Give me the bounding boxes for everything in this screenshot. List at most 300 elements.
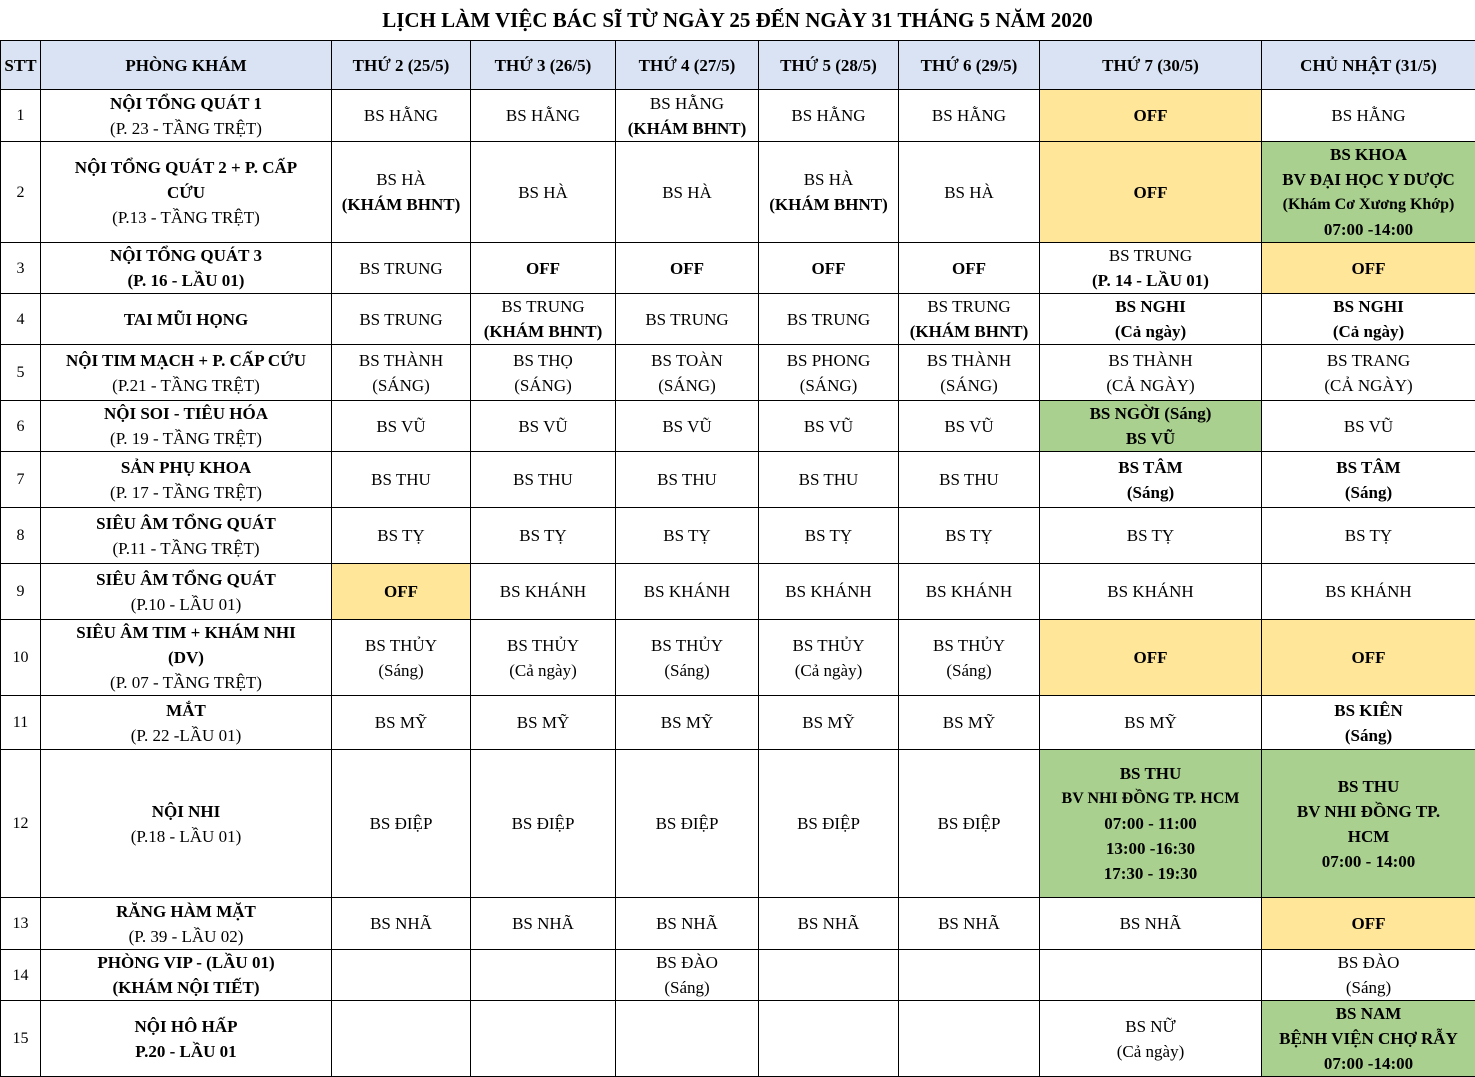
schedule-cell-thursday bbox=[759, 90, 899, 142]
doctor-text: BS TỴ bbox=[805, 523, 852, 548]
schedule-cell-friday bbox=[899, 452, 1040, 508]
schedule-cell-wednesday bbox=[616, 243, 759, 294]
doctor-text: BS TỴ bbox=[519, 523, 566, 548]
doctor-text: BS THU bbox=[939, 467, 999, 492]
doctor-text: BS NHÃ bbox=[938, 911, 1000, 936]
room-label: NỘI TỔNG QUÁT 3 bbox=[110, 243, 262, 268]
schedule-cell-saturday bbox=[1040, 243, 1262, 294]
schedule-cell-thursday bbox=[759, 452, 899, 508]
table-row bbox=[1, 452, 1475, 508]
doctor-text: BS VŨ bbox=[1344, 414, 1393, 439]
schedule-cell-wednesday bbox=[616, 401, 759, 452]
doctor-text: BS NHÃ bbox=[1120, 911, 1182, 936]
schedule-cell-friday bbox=[899, 750, 1040, 898]
doctor-text: BS PHONG bbox=[787, 348, 871, 373]
room-label: NỘI SOI - TIÊU HÓA bbox=[104, 401, 268, 426]
table-row bbox=[1, 750, 1475, 898]
doctor-text: BS THU bbox=[371, 467, 431, 492]
schedule-cell-wednesday bbox=[616, 294, 759, 345]
room-cell bbox=[41, 243, 332, 294]
doctor-text: BS THỌ bbox=[513, 348, 573, 373]
doctor-text: BS HÀ bbox=[376, 167, 426, 192]
schedule-cell-saturday bbox=[1040, 620, 1262, 696]
room-label: SIÊU ÂM TIM + KHÁM NHI bbox=[76, 620, 296, 645]
table-row bbox=[1, 142, 1475, 243]
header-tuesday: THỨ 3 (26/5) bbox=[471, 41, 616, 90]
schedule-cell-friday bbox=[899, 508, 1040, 564]
room-label: SẢN PHỤ KHOA bbox=[121, 455, 251, 480]
doctor-text: BS TỴ bbox=[1127, 523, 1174, 548]
doctor-text: BV ĐẠI HỌC Y DƯỢC bbox=[1282, 167, 1455, 192]
doctor-text: BS VŨ bbox=[944, 414, 993, 439]
row-number: 5 bbox=[1, 345, 41, 401]
table-row bbox=[1, 243, 1475, 294]
doctor-text: BS TOÀN bbox=[651, 348, 723, 373]
doctor-text: BS TRUNG bbox=[787, 307, 870, 332]
room-label: P.20 - LẦU 01 bbox=[135, 1039, 236, 1064]
doctor-text: BS VŨ bbox=[804, 414, 853, 439]
schedule-cell-sunday bbox=[1262, 564, 1475, 620]
schedule-cell-friday bbox=[899, 564, 1040, 620]
row-number: 9 bbox=[1, 564, 41, 620]
schedule-cell-saturday bbox=[1040, 564, 1262, 620]
schedule-cell-thursday bbox=[759, 345, 899, 401]
doctor-text: BS VŨ bbox=[1126, 426, 1175, 451]
doctor-text: BS KHÁNH bbox=[785, 579, 871, 604]
doctor-text: BS VŨ bbox=[376, 414, 425, 439]
schedule-cell-tuesday bbox=[471, 696, 616, 750]
doctor-text: BS KHÁNH bbox=[926, 579, 1012, 604]
schedule-cell-wednesday bbox=[616, 564, 759, 620]
doctor-text: BS THỦY bbox=[933, 633, 1005, 658]
doctor-text: BS NGHI bbox=[1333, 294, 1403, 319]
schedule-cell-wednesday bbox=[616, 508, 759, 564]
row-number: 11 bbox=[1, 696, 41, 750]
doctor-text: BS HÀ bbox=[662, 180, 712, 205]
doctor-text: OFF bbox=[526, 256, 560, 281]
doctor-text: (KHÁM BHNT) bbox=[484, 319, 603, 344]
room-cell bbox=[41, 750, 332, 898]
room-cell bbox=[41, 142, 332, 243]
room-cell bbox=[41, 345, 332, 401]
schedule-cell-saturday bbox=[1040, 696, 1262, 750]
schedule-cell-friday bbox=[899, 1001, 1040, 1077]
schedule-cell-wednesday bbox=[616, 142, 759, 243]
doctor-text: BS TỴ bbox=[663, 523, 710, 548]
schedule-cell-wednesday bbox=[616, 950, 759, 1001]
doctor-text: BS TỴ bbox=[377, 523, 424, 548]
doctor-text: BS THU bbox=[799, 467, 859, 492]
doctor-text: 17:30 - 19:30 bbox=[1104, 861, 1197, 886]
room-label: NỘI TỔNG QUÁT 2 + P. CẤP bbox=[75, 155, 297, 180]
schedule-cell-tuesday bbox=[471, 898, 616, 950]
room-cell bbox=[41, 950, 332, 1001]
doctor-text: BS HÀ bbox=[944, 180, 994, 205]
doctor-text: (Khám Cơ Xương Khớp) bbox=[1283, 192, 1455, 217]
doctor-text: BS HÀ bbox=[518, 180, 568, 205]
doctor-text: BS THỦY bbox=[793, 633, 865, 658]
row-number: 6 bbox=[1, 401, 41, 452]
doctor-text: (KHÁM BHNT) bbox=[910, 319, 1029, 344]
schedule-cell-tuesday bbox=[471, 508, 616, 564]
schedule-cell-monday bbox=[332, 401, 471, 452]
doctor-text: BS THỦY bbox=[507, 633, 579, 658]
schedule-cell-friday bbox=[899, 620, 1040, 696]
doctor-text: BS ĐIỆP bbox=[370, 811, 433, 836]
schedule-cell-saturday bbox=[1040, 401, 1262, 452]
doctor-text: BS NGỜI (Sáng) bbox=[1090, 401, 1212, 426]
room-label: (P. 39 - LẦU 02) bbox=[129, 924, 244, 949]
doctor-text: (Cả ngày) bbox=[509, 658, 577, 683]
doctor-text: (SÁNG) bbox=[658, 373, 716, 398]
doctor-text: BS THÀNH bbox=[927, 348, 1011, 373]
schedule-cell-friday bbox=[899, 898, 1040, 950]
doctor-text: BS MỸ bbox=[517, 710, 569, 735]
doctor-text: BS NHÃ bbox=[798, 911, 860, 936]
header-monday: THỨ 2 (25/5) bbox=[332, 41, 471, 90]
room-label: NỘI TỔNG QUÁT 1 bbox=[110, 91, 262, 116]
doctor-text: (Sáng) bbox=[664, 975, 709, 1000]
schedule-cell-saturday bbox=[1040, 898, 1262, 950]
schedule-cell-sunday bbox=[1262, 142, 1475, 243]
doctor-text: (Sáng) bbox=[1127, 480, 1174, 505]
room-label: (P. 16 - LẦU 01) bbox=[128, 268, 245, 293]
schedule-cell-sunday bbox=[1262, 345, 1475, 401]
doctor-text: (CẢ NGÀY) bbox=[1324, 373, 1412, 398]
schedule-cell-wednesday bbox=[616, 345, 759, 401]
doctor-text: (SÁNG) bbox=[940, 373, 998, 398]
schedule-cell-monday bbox=[332, 898, 471, 950]
table-row bbox=[1, 564, 1475, 620]
doctor-text: OFF bbox=[1134, 645, 1168, 670]
room-label: (P. 17 - TẦNG TRỆT) bbox=[110, 480, 262, 505]
doctor-text: BS TỴ bbox=[1345, 523, 1392, 548]
doctor-text: (Cả ngày) bbox=[1115, 319, 1186, 344]
schedule-cell-friday bbox=[899, 90, 1040, 142]
schedule-cell-wednesday bbox=[616, 750, 759, 898]
schedule-table bbox=[0, 40, 1475, 1077]
table-row bbox=[1, 1001, 1475, 1077]
doctor-text: BS TỴ bbox=[945, 523, 992, 548]
doctor-text: OFF bbox=[1352, 256, 1386, 281]
schedule-cell-tuesday bbox=[471, 950, 616, 1001]
schedule-cell-tuesday bbox=[471, 620, 616, 696]
schedule-cell-thursday bbox=[759, 508, 899, 564]
room-cell bbox=[41, 508, 332, 564]
doctor-text: OFF bbox=[1134, 180, 1168, 205]
room-label: SIÊU ÂM TỔNG QUÁT bbox=[96, 567, 276, 592]
schedule-cell-saturday bbox=[1040, 950, 1262, 1001]
doctor-text: BS KHÁNH bbox=[1107, 579, 1193, 604]
schedule-cell-monday bbox=[332, 142, 471, 243]
row-number: 14 bbox=[1, 950, 41, 1001]
room-label: TAI MŨI HỌNG bbox=[124, 307, 248, 332]
doctor-text: BS NHÃ bbox=[512, 911, 574, 936]
doctor-text: BỆNH VIỆN CHỢ RẪY bbox=[1279, 1026, 1458, 1051]
room-label: NỘI NHI bbox=[152, 799, 220, 824]
schedule-cell-sunday bbox=[1262, 401, 1475, 452]
doctor-text: 07:00 - 11:00 bbox=[1104, 811, 1197, 836]
schedule-cell-wednesday bbox=[616, 696, 759, 750]
room-cell bbox=[41, 564, 332, 620]
room-cell bbox=[41, 294, 332, 345]
schedule-cell-saturday bbox=[1040, 90, 1262, 142]
room-label: MẮT bbox=[166, 698, 206, 723]
schedule-cell-tuesday bbox=[471, 243, 616, 294]
doctor-text: BS THU bbox=[1338, 774, 1400, 799]
schedule-cell-sunday bbox=[1262, 294, 1475, 345]
doctor-text: BS HẰNG bbox=[364, 103, 438, 128]
schedule-cell-monday bbox=[332, 345, 471, 401]
schedule-cell-sunday bbox=[1262, 950, 1475, 1001]
schedule-cell-tuesday bbox=[471, 345, 616, 401]
schedule-cell-tuesday bbox=[471, 142, 616, 243]
doctor-text: BS ĐIỆP bbox=[656, 811, 719, 836]
table-row bbox=[1, 898, 1475, 950]
header-row bbox=[1, 41, 1475, 90]
table-row bbox=[1, 90, 1475, 142]
doctor-text: BS TÂM bbox=[1336, 455, 1400, 480]
schedule-cell-thursday bbox=[759, 898, 899, 950]
schedule-cell-tuesday bbox=[471, 452, 616, 508]
schedule-cell-saturday bbox=[1040, 452, 1262, 508]
schedule-cell-wednesday bbox=[616, 1001, 759, 1077]
doctor-text: (Cả ngày) bbox=[1333, 319, 1404, 344]
schedule-cell-wednesday bbox=[616, 620, 759, 696]
doctor-text: BS MỸ bbox=[1124, 710, 1176, 735]
room-label: NỘI HÔ HẤP bbox=[135, 1014, 238, 1039]
header-room: PHÒNG KHÁM bbox=[41, 41, 332, 90]
doctor-text: BS HẰNG bbox=[932, 103, 1006, 128]
doctor-text: BS NGHI bbox=[1115, 294, 1185, 319]
header-sunday: CHỦ NHẬT (31/5) bbox=[1262, 41, 1475, 90]
doctor-text: BS THU bbox=[1120, 761, 1182, 786]
schedule-cell-monday bbox=[332, 508, 471, 564]
table-row bbox=[1, 294, 1475, 345]
doctor-text: BV NHI ĐỒNG TP. HCM bbox=[1062, 786, 1240, 811]
schedule-cell-friday bbox=[899, 142, 1040, 243]
page-title: LỊCH LÀM VIỆC BÁC SĨ TỪ NGÀY 25 ĐẾN NGÀY 31 THÁNG 5 NĂM 2020 bbox=[0, 0, 1475, 40]
doctor-text: HCM bbox=[1348, 824, 1390, 849]
schedule-cell-thursday bbox=[759, 1001, 899, 1077]
room-label: CỨU bbox=[167, 180, 205, 205]
table-row bbox=[1, 950, 1475, 1001]
schedule-body bbox=[1, 90, 1475, 1077]
doctor-text: OFF bbox=[952, 256, 986, 281]
doctor-text: BS HẰNG bbox=[1331, 103, 1405, 128]
schedule-cell-thursday bbox=[759, 620, 899, 696]
schedule-cell-friday bbox=[899, 294, 1040, 345]
header-saturday: THỨ 7 (30/5) bbox=[1040, 41, 1262, 90]
room-label: PHÒNG VIP - (LẦU 01) bbox=[97, 950, 274, 975]
doctor-text: BS MỸ bbox=[943, 710, 995, 735]
table-row bbox=[1, 401, 1475, 452]
table-row bbox=[1, 696, 1475, 750]
doctor-text: BS KHÁNH bbox=[644, 579, 730, 604]
room-cell bbox=[41, 620, 332, 696]
doctor-text: BS HÀ bbox=[804, 167, 854, 192]
doctor-text: BS THÀNH bbox=[1108, 348, 1192, 373]
doctor-text: 07:00 -14:00 bbox=[1324, 217, 1413, 242]
doctor-text: BS HẰNG bbox=[791, 103, 865, 128]
schedule-cell-monday bbox=[332, 620, 471, 696]
room-cell bbox=[41, 401, 332, 452]
room-cell bbox=[41, 898, 332, 950]
row-number: 13 bbox=[1, 898, 41, 950]
doctor-text: 07:00 - 14:00 bbox=[1322, 849, 1415, 874]
schedule-cell-sunday bbox=[1262, 1001, 1475, 1077]
header-friday: THỨ 6 (29/5) bbox=[899, 41, 1040, 90]
row-number: 7 bbox=[1, 452, 41, 508]
schedule-cell-tuesday bbox=[471, 401, 616, 452]
schedule-cell-friday bbox=[899, 243, 1040, 294]
table-row bbox=[1, 620, 1475, 696]
schedule-cell-wednesday bbox=[616, 90, 759, 142]
schedule-cell-tuesday bbox=[471, 564, 616, 620]
schedule-cell-wednesday bbox=[616, 452, 759, 508]
schedule-cell-thursday bbox=[759, 564, 899, 620]
row-number: 2 bbox=[1, 142, 41, 243]
schedule-cell-saturday bbox=[1040, 750, 1262, 898]
schedule-cell-saturday bbox=[1040, 1001, 1262, 1077]
schedule-cell-sunday bbox=[1262, 750, 1475, 898]
schedule-cell-monday bbox=[332, 452, 471, 508]
doctor-text: BS TÂM bbox=[1118, 455, 1182, 480]
doctor-text: BS TRUNG bbox=[645, 307, 728, 332]
row-number: 15 bbox=[1, 1001, 41, 1077]
schedule-cell-wednesday bbox=[616, 898, 759, 950]
doctor-text: BS MỸ bbox=[802, 710, 854, 735]
doctor-text: (Sáng) bbox=[946, 658, 991, 683]
doctor-text: BS THÀNH bbox=[359, 348, 443, 373]
room-label: (P. 07 - TẦNG TRỆT) bbox=[110, 670, 262, 695]
room-label: (P.11 - TẦNG TRỆT) bbox=[112, 536, 259, 561]
schedule-cell-monday bbox=[332, 90, 471, 142]
doctor-text: (CẢ NGÀY) bbox=[1106, 373, 1194, 398]
doctor-text: BS THU bbox=[657, 467, 717, 492]
doctor-text: (Sáng) bbox=[1345, 723, 1392, 748]
doctor-text: BS TRUNG bbox=[501, 294, 584, 319]
row-number: 8 bbox=[1, 508, 41, 564]
room-cell bbox=[41, 90, 332, 142]
room-cell bbox=[41, 1001, 332, 1077]
doctor-text: OFF bbox=[1352, 645, 1386, 670]
schedule-cell-sunday bbox=[1262, 696, 1475, 750]
schedule-cell-thursday bbox=[759, 401, 899, 452]
row-number: 10 bbox=[1, 620, 41, 696]
schedule-cell-monday bbox=[332, 950, 471, 1001]
doctor-text: BS NỮ bbox=[1125, 1014, 1176, 1039]
doctor-text: BS KHÁNH bbox=[1325, 579, 1411, 604]
schedule-cell-thursday bbox=[759, 243, 899, 294]
doctor-text: (Sáng) bbox=[1346, 975, 1391, 1000]
doctor-text: OFF bbox=[670, 256, 704, 281]
row-number: 3 bbox=[1, 243, 41, 294]
doctor-text: (KHÁM BHNT) bbox=[342, 192, 461, 217]
doctor-text: (SÁNG) bbox=[514, 373, 572, 398]
schedule-cell-friday bbox=[899, 950, 1040, 1001]
schedule-cell-saturday bbox=[1040, 142, 1262, 243]
doctor-text: BS ĐIỆP bbox=[938, 811, 1001, 836]
doctor-text: BS THỦY bbox=[651, 633, 723, 658]
schedule-cell-saturday bbox=[1040, 294, 1262, 345]
schedule-cell-sunday bbox=[1262, 452, 1475, 508]
row-number: 4 bbox=[1, 294, 41, 345]
doctor-text: (Sáng) bbox=[664, 658, 709, 683]
doctor-text: BS KHÁNH bbox=[500, 579, 586, 604]
doctor-text: BS NHÃ bbox=[656, 911, 718, 936]
schedule-cell-thursday bbox=[759, 696, 899, 750]
schedule-cell-thursday bbox=[759, 750, 899, 898]
header-wednesday: THỨ 4 (27/5) bbox=[616, 41, 759, 90]
doctor-text: OFF bbox=[1134, 103, 1168, 128]
room-label: (P.18 - LẦU 01) bbox=[131, 824, 242, 849]
doctor-text: 07:00 -14:00 bbox=[1324, 1051, 1413, 1076]
schedule-cell-thursday bbox=[759, 142, 899, 243]
doctor-text: BS TRUNG bbox=[359, 256, 442, 281]
schedule-cell-tuesday bbox=[471, 90, 616, 142]
schedule-cell-sunday bbox=[1262, 508, 1475, 564]
room-label: (P.21 - TẦNG TRỆT) bbox=[112, 373, 260, 398]
doctor-text: (Cả ngày) bbox=[795, 658, 863, 683]
doctor-text: BS MỸ bbox=[661, 710, 713, 735]
room-label: (P. 19 - TẦNG TRỆT) bbox=[110, 426, 262, 451]
room-label: SIÊU ÂM TỔNG QUÁT bbox=[96, 511, 276, 536]
doctor-text: BS THU bbox=[513, 467, 573, 492]
doctor-text: BS KIÊN bbox=[1334, 698, 1403, 723]
schedule-cell-saturday bbox=[1040, 345, 1262, 401]
doctor-text: BS VŨ bbox=[662, 414, 711, 439]
schedule-cell-friday bbox=[899, 401, 1040, 452]
doctor-text: BS ĐIỆP bbox=[797, 811, 860, 836]
doctor-text: BS ĐÀO bbox=[656, 950, 718, 975]
doctor-text: BS TRUNG bbox=[359, 307, 442, 332]
schedule-cell-monday bbox=[332, 750, 471, 898]
doctor-text: OFF bbox=[812, 256, 846, 281]
doctor-text: (KHÁM BHNT) bbox=[769, 192, 888, 217]
row-number: 12 bbox=[1, 750, 41, 898]
room-label: (P.10 - LẦU 01) bbox=[131, 592, 242, 617]
row-number: 1 bbox=[1, 90, 41, 142]
room-label: (KHÁM NỘI TIẾT) bbox=[112, 975, 259, 1000]
schedule-cell-saturday bbox=[1040, 508, 1262, 564]
schedule-cell-thursday bbox=[759, 950, 899, 1001]
doctor-text: BS MỸ bbox=[375, 710, 427, 735]
room-label: NỘI TIM MẠCH + P. CẤP CỨU bbox=[66, 348, 306, 373]
doctor-text: (Sáng) bbox=[1345, 480, 1392, 505]
room-cell bbox=[41, 696, 332, 750]
header-thursday: THỨ 5 (28/5) bbox=[759, 41, 899, 90]
doctor-text: (Sáng) bbox=[378, 658, 423, 683]
schedule-cell-tuesday bbox=[471, 1001, 616, 1077]
doctor-text: BS HẰNG bbox=[506, 103, 580, 128]
doctor-text: BS TRUNG bbox=[927, 294, 1010, 319]
schedule-cell-monday bbox=[332, 696, 471, 750]
schedule-cell-sunday bbox=[1262, 898, 1475, 950]
doctor-text: BS TRUNG bbox=[1109, 243, 1192, 268]
doctor-text: BS VŨ bbox=[518, 414, 567, 439]
doctor-text: BS TRANG bbox=[1327, 348, 1410, 373]
doctor-text: BS NHÃ bbox=[370, 911, 432, 936]
table-row bbox=[1, 508, 1475, 564]
doctor-text: BS THỦY bbox=[365, 633, 437, 658]
room-label: (P. 22 -LẦU 01) bbox=[131, 723, 242, 748]
doctor-text: 13:00 -16:30 bbox=[1106, 836, 1195, 861]
schedule-cell-tuesday bbox=[471, 750, 616, 898]
schedule-cell-sunday bbox=[1262, 90, 1475, 142]
doctor-text: (SÁNG) bbox=[372, 373, 430, 398]
schedule-cell-tuesday bbox=[471, 294, 616, 345]
